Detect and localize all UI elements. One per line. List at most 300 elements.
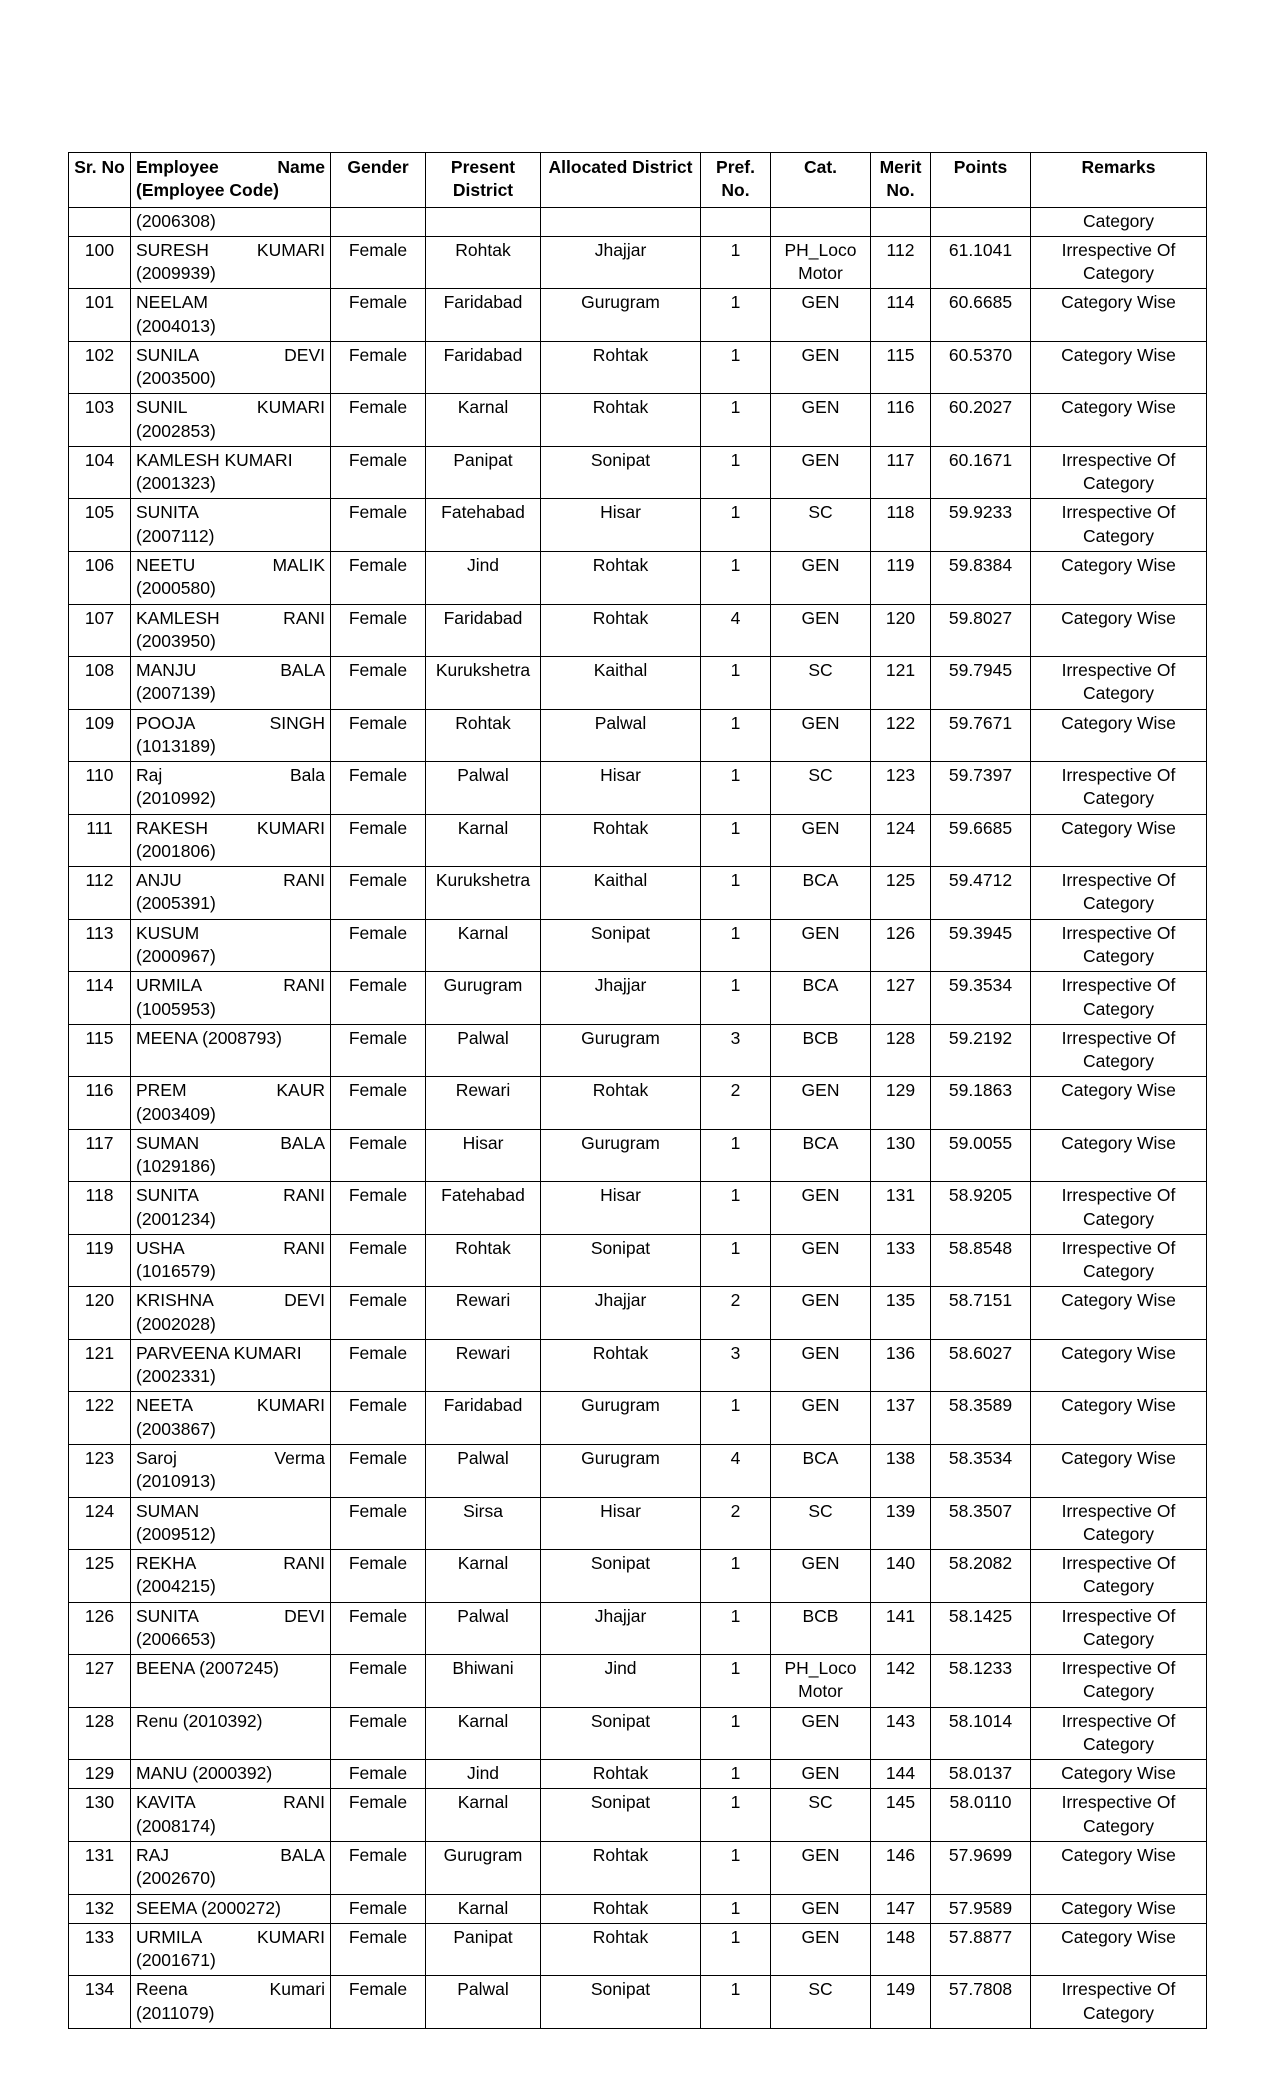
cell-allocated-district: Jhajjar (541, 1602, 701, 1655)
cell-allocated-district: Sonipat (541, 1550, 701, 1603)
cell-allocated-district: Sonipat (541, 919, 701, 972)
cell-cat: BCA (771, 1445, 871, 1498)
employee-name-text: URMILA RANI (136, 975, 325, 996)
cell-pref-no: 1 (701, 1760, 771, 1789)
table-row (69, 394, 1207, 447)
cell-present-district: Rohtak (426, 236, 541, 289)
table-row (69, 1234, 1207, 1287)
cell-allocated-district: Rohtak (541, 551, 701, 604)
cell-employee-name (131, 551, 331, 604)
cell-pref-no: 1 (701, 1976, 771, 2029)
table-row (69, 1760, 1207, 1789)
cell-allocated-district: Sonipat (541, 446, 701, 499)
cell-gender: Female (331, 1287, 426, 1340)
employee-code-text: (2006653) (136, 1628, 216, 1649)
cell-sr-no: 111 (69, 814, 131, 867)
cell-allocated-district: Rohtak (541, 1760, 701, 1789)
table-row (69, 1497, 1207, 1550)
column-header-sr-no (69, 153, 131, 208)
cell-allocated-district: Gurugram (541, 1024, 701, 1077)
employee-code-text: (2010913) (136, 1471, 216, 1492)
cell-remarks: Irrespective Of Category (1031, 972, 1207, 1025)
cell-gender: Female (331, 867, 426, 920)
cell-sr-no: 130 (69, 1789, 131, 1842)
cell-gender: Female (331, 762, 426, 815)
cell-allocated-district: Sonipat (541, 1789, 701, 1842)
table-row (69, 657, 1207, 710)
cell-employee-name (131, 709, 331, 762)
cell-cat: GEN (771, 394, 871, 447)
cell-pref-no: 1 (701, 1842, 771, 1895)
cell-merit-no: 131 (871, 1182, 931, 1235)
cell-gender: Female (331, 446, 426, 499)
cell-employee-name (131, 1287, 331, 1340)
header-line: No (101, 157, 125, 177)
cell-pref-no: 1 (701, 394, 771, 447)
employee-name-text: SUNIL KUMARI (136, 397, 325, 418)
cell-employee-name (131, 1789, 331, 1842)
cell-points: 58.9205 (931, 1182, 1031, 1235)
employee-name-text: SUMAN BALA (136, 1132, 325, 1153)
cell-points: 57.9699 (931, 1842, 1031, 1895)
column-header-present-district (426, 153, 541, 208)
cell-points: 57.7808 (931, 1976, 1031, 2029)
cell-points: 60.1671 (931, 446, 1031, 499)
cell-cat: BCB (771, 1024, 871, 1077)
cell-remarks: Category Wise (1031, 394, 1207, 447)
table-body (69, 207, 1207, 2028)
cell-merit-no (871, 207, 931, 236)
table-row (69, 1602, 1207, 1655)
cell-remarks: Irrespective Of Category (1031, 762, 1207, 815)
cell-gender: Female (331, 394, 426, 447)
cell-sr-no: 129 (69, 1760, 131, 1789)
cell-merit-no: 114 (871, 289, 931, 342)
cell-points: 58.3589 (931, 1392, 1031, 1445)
employee-code-text: (1005953) (136, 998, 216, 1019)
employee-name-text: Reena Kumari (136, 1979, 325, 2000)
cell-merit-no: 116 (871, 394, 931, 447)
employee-name-text: POOJA SINGH (136, 712, 325, 733)
cell-cat: PH_Loco Motor (771, 1655, 871, 1708)
cell-points: 57.8877 (931, 1923, 1031, 1976)
employee-code-text: (2008174) (136, 1815, 216, 1836)
cell-cat: PH_Loco Motor (771, 236, 871, 289)
cell-remarks: Category Wise (1031, 289, 1207, 342)
cell-points: 58.1425 (931, 1602, 1031, 1655)
header-line: Present (450, 157, 516, 177)
cell-gender: Female (331, 1445, 426, 1498)
header-line: (Employee Code) (136, 180, 279, 201)
cell-pref-no: 2 (701, 1287, 771, 1340)
cell-allocated-district: Gurugram (541, 1445, 701, 1498)
cell-points: 58.3534 (931, 1445, 1031, 1498)
employee-code-text: (2011079) (136, 2002, 215, 2023)
cell-employee-name (131, 972, 331, 1025)
cell-present-district: Palwal (426, 1024, 541, 1077)
cell-merit-no: 135 (871, 1287, 931, 1340)
cell-allocated-district: Sonipat (541, 1707, 701, 1760)
cell-remarks: Irrespective Of Category (1031, 499, 1207, 552)
cell-merit-no: 145 (871, 1789, 931, 1842)
cell-pref-no: 1 (701, 1789, 771, 1842)
cell-pref-no: 1 (701, 1234, 771, 1287)
cell-employee-name (131, 604, 331, 657)
cell-cat: GEN (771, 1842, 871, 1895)
cell-sr-no: 133 (69, 1923, 131, 1976)
employee-name-text: SUMAN (136, 1500, 200, 1521)
employee-name-text: Renu (2010392) (136, 1710, 263, 1731)
cell-cat: GEN (771, 1182, 871, 1235)
cell-remarks: Category Wise (1031, 1129, 1207, 1182)
cell-remarks: Category Wise (1031, 1287, 1207, 1340)
employee-code-text: (2000580) (136, 578, 216, 599)
employee-name-text: SURESH KUMARI (136, 239, 325, 260)
cell-employee-name (131, 236, 331, 289)
employee-code-text: (2005391) (136, 893, 216, 914)
cell-gender: Female (331, 1497, 426, 1550)
employee-name-text: RAJ BALA (136, 1845, 325, 1865)
cell-merit-no: 128 (871, 1024, 931, 1077)
cell-sr-no: 109 (69, 709, 131, 762)
cell-merit-no: 143 (871, 1707, 931, 1760)
cell-present-district: Fatehabad (426, 1182, 541, 1235)
cell-allocated-district: Rohtak (541, 1077, 701, 1130)
employee-name-text: RAKESH KUMARI (136, 817, 325, 838)
cell-sr-no: 102 (69, 341, 131, 394)
cell-points: 59.8384 (931, 551, 1031, 604)
cell-employee-name (131, 1182, 331, 1235)
employee-code-text: (2002670) (136, 1868, 216, 1889)
cell-merit-no: 130 (871, 1129, 931, 1182)
cell-employee-name (131, 1602, 331, 1655)
cell-sr-no: 134 (69, 1976, 131, 2029)
cell-remarks: Irrespective Of Category (1031, 1789, 1207, 1842)
cell-present-district: Karnal (426, 394, 541, 447)
cell-present-district: Sirsa (426, 1497, 541, 1550)
cell-employee-name (131, 1842, 331, 1895)
cell-allocated-district: Hisar (541, 1182, 701, 1235)
cell-pref-no: 2 (701, 1497, 771, 1550)
employee-code-text: (1016579) (136, 1261, 216, 1282)
cell-present-district: Palwal (426, 1976, 541, 2029)
cell-employee-name (131, 867, 331, 920)
cell-allocated-district: Sonipat (541, 1234, 701, 1287)
cell-cat: GEN (771, 446, 871, 499)
cell-pref-no: 1 (701, 814, 771, 867)
cell-pref-no: 1 (701, 1550, 771, 1603)
cell-sr-no: 128 (69, 1707, 131, 1760)
cell-employee-name (131, 762, 331, 815)
cell-points: 58.2082 (931, 1550, 1031, 1603)
cell-employee-name (131, 1655, 331, 1708)
cell-allocated-district: Rohtak (541, 394, 701, 447)
cell-present-district: Panipat (426, 1923, 541, 1976)
table-row (69, 1655, 1207, 1708)
cell-sr-no: 107 (69, 604, 131, 657)
cell-employee-name (131, 499, 331, 552)
cell-merit-no: 137 (871, 1392, 931, 1445)
cell-cat: BCA (771, 867, 871, 920)
cell-present-district: Karnal (426, 1894, 541, 1923)
table-row (69, 1445, 1207, 1498)
cell-present-district: Karnal (426, 1789, 541, 1842)
cell-merit-no: 140 (871, 1550, 931, 1603)
cell-merit-no: 125 (871, 867, 931, 920)
employee-name-text: PREM KAUR (136, 1080, 325, 1101)
table-row (69, 867, 1207, 920)
cell-cat: GEN (771, 709, 871, 762)
cell-cat: GEN (771, 1550, 871, 1603)
employee-name-text: SUNILA DEVI (136, 344, 325, 365)
cell-sr-no: 100 (69, 236, 131, 289)
cell-merit-no: 127 (871, 972, 931, 1025)
cell-present-district: Rohtak (426, 709, 541, 762)
header-row (69, 153, 1207, 208)
cell-cat: BCA (771, 1129, 871, 1182)
cell-points: 59.7671 (931, 709, 1031, 762)
employee-code-text: (2003950) (136, 630, 216, 651)
employee-name-text: MANJU BALA (136, 660, 325, 681)
table-row (69, 1392, 1207, 1445)
column-header-remarks (1031, 153, 1207, 208)
cell-gender: Female (331, 341, 426, 394)
cell-remarks: Irrespective Of Category (1031, 1707, 1207, 1760)
employee-name-text: URMILA KUMARI (136, 1926, 325, 1947)
cell-points: 59.4712 (931, 867, 1031, 920)
cell-sr-no: 104 (69, 446, 131, 499)
cell-merit-no: 119 (871, 551, 931, 604)
table-row (69, 1976, 1207, 2029)
cell-merit-no: 133 (871, 1234, 931, 1287)
employee-name-text: PARVEENA KUMARI (136, 1342, 302, 1363)
cell-remarks: Irrespective Of Category (1031, 1655, 1207, 1708)
cell-present-district: Karnal (426, 919, 541, 972)
cell-sr-no: 117 (69, 1129, 131, 1182)
cell-sr-no: 119 (69, 1234, 131, 1287)
table-row (69, 1789, 1207, 1842)
cell-employee-name (131, 1024, 331, 1077)
column-header-allocated-district (541, 153, 701, 208)
cell-cat: GEN (771, 1287, 871, 1340)
table-row (69, 499, 1207, 552)
cell-pref-no: 1 (701, 1129, 771, 1182)
cell-pref-no: 1 (701, 1655, 771, 1708)
cell-points: 58.8548 (931, 1234, 1031, 1287)
employee-code-text: (2007139) (136, 683, 216, 704)
cell-allocated-district: Jhajjar (541, 236, 701, 289)
cell-merit-no: 146 (871, 1842, 931, 1895)
employee-code-text: (2004013) (136, 315, 216, 336)
table-row (69, 236, 1207, 289)
employee-name-text: MANU (2000392) (136, 1763, 273, 1784)
cell-points: 59.0055 (931, 1129, 1031, 1182)
cell-remarks: Irrespective Of Category (1031, 919, 1207, 972)
header-line: Allocated (548, 157, 628, 177)
cell-gender: Female (331, 499, 426, 552)
cell-cat: GEN (771, 289, 871, 342)
column-header-points (931, 153, 1031, 208)
cell-points: 58.6027 (931, 1339, 1031, 1392)
cell-points: 59.3534 (931, 972, 1031, 1025)
cell-sr-no: 116 (69, 1077, 131, 1130)
employee-name-text: Raj Bala (136, 765, 325, 786)
employee-code-text: (2004215) (136, 1576, 216, 1597)
cell-present-district: Faridabad (426, 289, 541, 342)
column-header-employee-name (131, 153, 331, 208)
cell-allocated-district: Hisar (541, 762, 701, 815)
employee-name-text: USHA RANI (136, 1237, 325, 1258)
cell-merit-no: 122 (871, 709, 931, 762)
cell-cat: GEN (771, 1707, 871, 1760)
cell-pref-no: 1 (701, 1707, 771, 1760)
header-line: District (452, 180, 514, 201)
cell-sr-no: 106 (69, 551, 131, 604)
cell-present-district: Rewari (426, 1077, 541, 1130)
cell-points: 59.3945 (931, 919, 1031, 972)
cell-gender: Female (331, 1760, 426, 1789)
cell-pref-no: 1 (701, 867, 771, 920)
cell-present-district: Palwal (426, 1602, 541, 1655)
header-line: No. (721, 180, 750, 201)
cell-gender: Female (331, 1923, 426, 1976)
cell-allocated-district: Jind (541, 1655, 701, 1708)
table-row (69, 341, 1207, 394)
cell-cat: GEN (771, 1392, 871, 1445)
cell-allocated-district: Kaithal (541, 657, 701, 710)
cell-cat: BCB (771, 1602, 871, 1655)
cell-pref-no: 1 (701, 1602, 771, 1655)
cell-present-district: Palwal (426, 1445, 541, 1498)
table-row (69, 814, 1207, 867)
cell-sr-no: 113 (69, 919, 131, 972)
cell-sr-no: 131 (69, 1842, 131, 1895)
cell-remarks: Category Wise (1031, 1077, 1207, 1130)
employee-code-text: (2002331) (136, 1366, 216, 1387)
cell-allocated-district: Kaithal (541, 867, 701, 920)
cell-points: 59.6685 (931, 814, 1031, 867)
cell-remarks: Irrespective Of Category (1031, 657, 1207, 710)
cell-present-district: Kurukshetra (426, 657, 541, 710)
cell-cat: SC (771, 499, 871, 552)
cell-sr-no: 101 (69, 289, 131, 342)
cell-pref-no: 1 (701, 1182, 771, 1235)
column-header-cat (771, 153, 871, 208)
employee-name-text: NEETA KUMARI (136, 1395, 325, 1416)
employee-name-text: NEETU MALIK (136, 554, 325, 575)
cell-allocated-district: Gurugram (541, 289, 701, 342)
cell-allocated-district: Hisar (541, 499, 701, 552)
cell-remarks: Category Wise (1031, 1842, 1207, 1895)
employee-name-text: SUNITA RANI (136, 1185, 325, 1206)
cell-remarks: Irrespective Of Category (1031, 1182, 1207, 1235)
employee-code-text: (2003500) (136, 368, 216, 389)
header-line: No. (886, 180, 915, 201)
cell-remarks: Category Wise (1031, 341, 1207, 394)
cell-allocated-district: Rohtak (541, 1923, 701, 1976)
table-row (69, 1182, 1207, 1235)
cell-present-district: Karnal (426, 1550, 541, 1603)
cell-remarks: Category Wise (1031, 1760, 1207, 1789)
employee-code-text: (2002853) (136, 420, 216, 441)
cell-gender: Female (331, 1024, 426, 1077)
cell-sr-no: 112 (69, 867, 131, 920)
employee-name-text: KAMLESH RANI (136, 607, 325, 628)
employee-name-text: KAMLESH KUMARI (136, 449, 293, 470)
cell-points: 60.6685 (931, 289, 1031, 342)
cell-present-district: Jind (426, 551, 541, 604)
cell-sr-no: 114 (69, 972, 131, 1025)
cell-pref-no: 1 (701, 499, 771, 552)
cell-employee-name (131, 1339, 331, 1392)
cell-gender: Female (331, 919, 426, 972)
cell-sr-no: 121 (69, 1339, 131, 1392)
cell-merit-no: 141 (871, 1602, 931, 1655)
document-page (68, 152, 1206, 2029)
cell-allocated-district: Gurugram (541, 1129, 701, 1182)
employee-name-text: ANJU RANI (136, 870, 325, 891)
cell-pref-no: 1 (701, 236, 771, 289)
cell-points: 60.5370 (931, 341, 1031, 394)
table-row (69, 289, 1207, 342)
cell-employee-name (131, 1392, 331, 1445)
cell-merit-no: 117 (871, 446, 931, 499)
cell-employee-name (131, 1894, 331, 1923)
cell-allocated-district: Rohtak (541, 1842, 701, 1895)
cell-remarks: Irrespective Of Category (1031, 1234, 1207, 1287)
header-line: Merit (879, 157, 922, 177)
employee-code-text: (2009512) (136, 1523, 216, 1544)
employee-name-text: NEELAM (136, 292, 208, 313)
cell-sr-no: 126 (69, 1602, 131, 1655)
cell-sr-no: 124 (69, 1497, 131, 1550)
cell-gender: Female (331, 1077, 426, 1130)
cell-cat: GEN (771, 814, 871, 867)
cell-points: 59.7945 (931, 657, 1031, 710)
cell-merit-no: 123 (871, 762, 931, 815)
employee-name-text: BEENA (2007245) (136, 1658, 280, 1679)
employee-code-text: (2002028) (136, 1313, 216, 1334)
cell-pref-no: 1 (701, 762, 771, 815)
cell-gender: Female (331, 604, 426, 657)
cell-cat: SC (771, 657, 871, 710)
column-header-pref-no (701, 153, 771, 208)
cell-employee-name (131, 814, 331, 867)
cell-merit-no: 118 (871, 499, 931, 552)
employee-name-text: KRISHNA DEVI (136, 1290, 325, 1311)
cell-employee-name (131, 289, 331, 342)
table-row (69, 709, 1207, 762)
cell-cat: GEN (771, 1234, 871, 1287)
cell-present-district: Jind (426, 1760, 541, 1789)
cell-gender: Female (331, 1234, 426, 1287)
table-row (69, 919, 1207, 972)
cell-remarks: Irrespective Of Category (1031, 1976, 1207, 2029)
cell-remarks: Category Wise (1031, 1894, 1207, 1923)
cell-gender: Female (331, 972, 426, 1025)
employee-code-text: (2001806) (136, 840, 216, 861)
cell-points: 58.0137 (931, 1760, 1031, 1789)
cell-remarks: Category Wise (1031, 814, 1207, 867)
cell-cat: SC (771, 762, 871, 815)
cell-allocated-district: Rohtak (541, 814, 701, 867)
cell-present-district: Faridabad (426, 604, 541, 657)
cell-employee-name (131, 1550, 331, 1603)
cell-remarks: Irrespective Of Category (1031, 1497, 1207, 1550)
cell-gender: Female (331, 814, 426, 867)
cell-merit-no: 144 (871, 1760, 931, 1789)
cell-employee-name (131, 657, 331, 710)
